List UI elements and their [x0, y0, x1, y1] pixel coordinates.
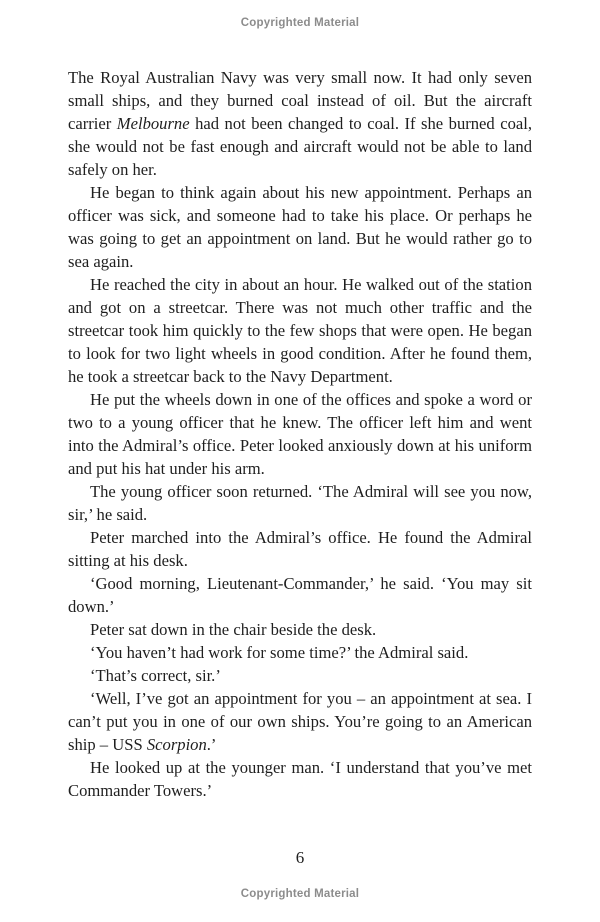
paragraph: [68, 273, 532, 388]
paragraph: [68, 66, 532, 181]
paragraph: [68, 618, 532, 641]
body-text: The young officer soon returned. ‘The Admiral will see you now, sir,’ he said.: [68, 482, 532, 524]
paragraph: [68, 664, 532, 687]
body-text: He began to think again about his new appointment. Perhaps an officer was sick, and someone had to take his place. Or perhaps he was going to get an appointment on land. But he would rather go to sea again.: [68, 183, 532, 271]
body-text: He looked up at the younger man. ‘I understand that you’ve met Commander Towers.’: [68, 758, 532, 800]
paragraph: [68, 526, 532, 572]
paragraph: [68, 181, 532, 273]
page-text: [68, 66, 532, 802]
copyright-notice-top: Copyrighted Material: [240, 17, 360, 29]
body-text: ‘Good morning, Lieutenant-Commander,’ he said. ‘You may sit down.’: [68, 574, 532, 616]
body-text: had not been changed to coal. If she burned coal, she would not be fast enough and aircraft would not be able to land safely on her.: [68, 114, 532, 179]
body-text: ‘You haven’t had work for some time?’ the Admiral said.: [90, 643, 469, 662]
body-text: Peter marched into the Admiral’s office. He found the Admiral sitting at his desk.: [68, 528, 532, 570]
page-number: 6: [295, 848, 305, 867]
paragraph: [68, 756, 532, 802]
body-text: He put the wheels down in one of the offices and spoke a word or two to a young officer that he knew. The officer left him and went into the Admiral’s office. Peter looked anxiously down at his uniform and put his hat under his arm.: [68, 390, 532, 478]
paragraph: [68, 641, 532, 664]
body-text: He reached the city in about an hour. He walked out of the station and got on a streetcar. There was not much other traffic and the streetcar took him quickly to the few shops that were open. He began to look for two light wheels in good condition. After he found them, he took a streetcar back to the Navy Department.: [68, 275, 532, 386]
italic-text: Scorpion: [146, 735, 207, 754]
paragraph: [68, 480, 532, 526]
copyright-notice-bottom: Copyrighted Material: [240, 888, 360, 900]
italic-text: Melbourne: [116, 114, 190, 133]
paragraph: [68, 572, 532, 618]
body-text: The Royal Australian Navy was very small now. It had only seven small ships, and they burned coal instead of oil. But the aircraft carrier: [68, 68, 532, 133]
body-text: ‘That’s correct, sir.’: [90, 666, 221, 685]
body-text: Peter sat down in the chair beside the desk.: [90, 620, 377, 639]
paragraph: [68, 687, 532, 756]
body-text: ‘Well, I’ve got an appointment for you – an appointment at sea. I can’t put you in one of our own ships. You’re going to an American ship – USS: [68, 689, 532, 754]
paragraph: [68, 388, 532, 480]
body-text: .’: [206, 735, 217, 754]
